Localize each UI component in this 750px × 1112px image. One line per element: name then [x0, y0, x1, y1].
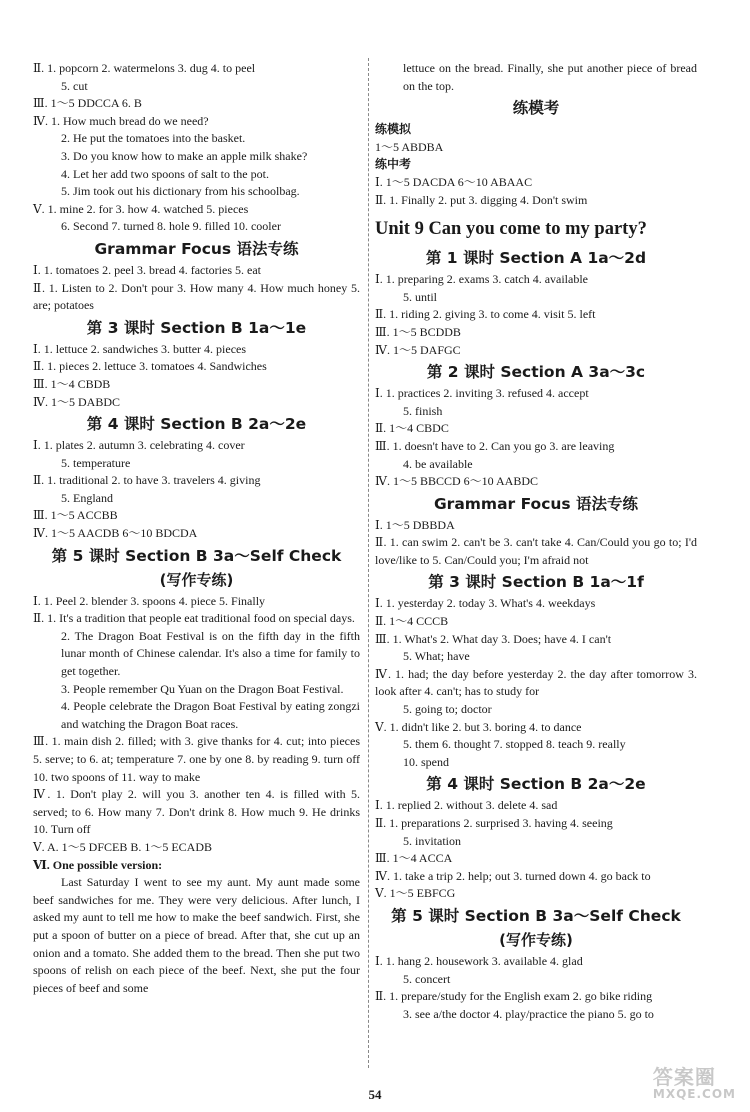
answer-line: Ⅳ. 1～5 AACDB 6～10 BDCDA [33, 526, 198, 541]
answer-line: Ⅲ. 1～5 DDCCA 6. B [33, 96, 142, 111]
answer-line: Ⅰ. 1. yesterday 2. today 3. What's 4. weekdays [375, 596, 596, 611]
answer-line: Ⅲ. 1. What's 2. What day 3. Does; have 4. I can't [375, 631, 612, 646]
watermark-text: 答案圈 [652, 1064, 716, 1089]
answer-line: Ⅳ. 1～5 DAFGC [375, 342, 461, 357]
subsection-label: 练模拟 [375, 122, 412, 137]
page-number: 54 [368, 1087, 382, 1102]
answer-line: Ⅱ. 1. preparations 2. surprised 3. having 4. seeing [375, 816, 613, 830]
answer-line: Ⅱ. 1. prepare/study for the English exam 2. go bike riding [375, 989, 653, 1004]
left-column [33, 60, 360, 997]
right-column [375, 60, 697, 1023]
answer-line: Ⅰ. 1. Peel 2. blender 3. spoons 4. piece 5. Finally [33, 593, 266, 608]
answer-line: Ⅱ. 1. Listen to 2. Don't pour 3. How many 4. How much honey 5. are; potatoes [33, 280, 360, 313]
answer-line: Ⅱ. 1～4 CCCB [375, 614, 449, 629]
answer-line: 3. see a/the doctor 4. play/practice the piano 5. go to [403, 1006, 654, 1021]
answer-line: Ⅲ. 1～5 BCDDB [375, 324, 461, 339]
answer-line: Ⅰ. 1. tomatoes 2. peel 3. bread 4. factories 5. eat [33, 262, 261, 277]
answer-line: Ⅲ. 1. main dish 2. filled; with 3. give thanks for 4. cut; into pieces 5. serve; to 6. at; temperature 7. one by one 8. by reading 9. turn off 10. two spoons of 11. way to make [33, 734, 360, 784]
answer-line: 6. Second 7. turned 8. hole 9. filled 10. cooler [61, 219, 281, 234]
subsection-label: 练中考 [375, 157, 412, 172]
answer-line: Ⅳ. 1～5 DABDC [33, 394, 120, 409]
answer-line: Ⅳ. 1. Don't play 2. will you 3. another ten 4. is filled with 5. served; to 6. How many 7. Don't drink 8. How much 9. He drinks 10. Turn off [33, 787, 360, 837]
answer-line: 5. them 6. thought 7. stopped 8. teach 9. really [403, 737, 626, 752]
answer-line: 2. The Dragon Boat Festival is on the fifth day in the fifth lunar month of Chinese calendar. It's also a time for family to get together. [61, 628, 360, 679]
answer-line: 4. Let her add two spoons of salt to the pot. [61, 166, 269, 181]
section-heading: 第 3 课时 Section B 1a～1e [86, 318, 307, 337]
answer-line: Ⅰ. 1. replied 2. without 3. delete 4. sad [375, 798, 558, 813]
answer-line: Ⅰ. 1. lettuce 2. sandwiches 3. butter 4. pieces [33, 341, 247, 356]
answer-line: 5. Jim took out his dictionary from his schoolbag. [61, 184, 300, 199]
answer-line: 4. People celebrate the Dragon Boat Festival by eating zongzi and watching the Dragon Boat races. [61, 699, 360, 731]
section-heading: 练模考 [512, 99, 560, 118]
essay-paragraph: Last Saturday I went to see my aunt. My aunt made some beef sandwiches for me. They were very delicious. After lunch, I asked my aunt to tell me how to make the beef sandwich. First, she put a spoon of butter on a piece of bread. After that, she cut up an onion and a tomato. She added them to the bread. Then she put two spoons of relish on each piece of the beef. Next, she put the four pieces of beef and some [33, 875, 360, 995]
section-heading: 第 4 课时 Section B 2a～2e [86, 415, 307, 434]
answer-line: Ⅱ. 1. pieces 2. lettuce 3. tomatoes 4. Sandwiches [33, 359, 267, 374]
answer-line: 4. be available [403, 456, 473, 471]
section-heading: Grammar Focus 语法专练 [433, 494, 639, 513]
watermark-logo [652, 1064, 736, 1104]
section-heading: 第 5 课时 Section B 3a～Self Check [391, 906, 681, 925]
section-heading: Grammar Focus 语法专练 [94, 239, 299, 258]
answer-line: Ⅲ. 1～4 CBDB [33, 376, 111, 391]
essay-label: Ⅵ. One possible version: [33, 857, 163, 872]
section-heading: 第 4 课时 Section B 2a～2e [426, 775, 646, 794]
answer-line: Ⅱ. 1. can swim 2. can't be 3. can't take 4. Can/Could you go to; I'd love/like to 5. Can/Could you; I'm afraid not [375, 535, 697, 567]
answer-line: Ⅲ. 1～4 ACCA [375, 851, 453, 866]
answer-line: Ⅳ. 1. had; the day before yesterday 2. the day after tomorrow 3. look after 4. can't; has to study for [375, 666, 697, 699]
answer-line: 2. He put the tomatoes into the basket. [61, 131, 246, 146]
answer-line: Ⅳ. 1～5 BBCCD 6～10 AABDC [375, 474, 539, 489]
section-heading: 第 3 课时 Section B 1a～1f [428, 573, 644, 592]
section-heading: 第 2 课时 Section A 3a～3c [426, 363, 646, 382]
essay-continuation: lettuce on the bread. Finally, she put another piece of bread on the top. [403, 61, 697, 93]
answer-line: Ⅴ. 1. didn't like 2. but 3. boring 4. to dance [375, 719, 582, 734]
section-subheading: (写作专练) [159, 570, 234, 589]
answer-line: Ⅱ. 1. Finally 2. put 3. digging 4. Don't swim [375, 192, 588, 207]
answer-line: Ⅱ. 1. traditional 2. to have 3. travelers 4. giving [33, 473, 261, 488]
answer-line: Ⅴ. A. 1～5 DFCEB B. 1～5 ECADB [33, 839, 213, 854]
answer-line: 3. People remember Qu Yuan on the Dragon Boat Festival. [61, 681, 344, 696]
answer-line: 5. until [403, 289, 438, 304]
answer-line: Ⅰ. 1. preparing 2. exams 3. catch 4. available [375, 272, 588, 287]
answer-line: Ⅴ. 1～5 EBFCG [375, 886, 456, 901]
answer-line: 5. cut [61, 78, 88, 93]
answer-line: 5. invitation [403, 833, 461, 848]
answer-line: Ⅰ. 1～5 DBBDA [375, 517, 455, 532]
answer-line: Ⅱ. 1～4 CBDC [375, 421, 449, 436]
answer-line: Ⅰ. 1～5 DACDA 6～10 ABAAC [375, 174, 533, 189]
section-subheading: (写作专练) [499, 930, 573, 949]
watermark-url: MXQE.COM [652, 1087, 736, 1102]
answer-line: Ⅱ. 1. popcorn 2. watermelons 3. dug 4. to peel [33, 61, 256, 75]
answer-line: 3. Do you know how to make an apple milk shake? [61, 148, 308, 163]
answer-line: Ⅰ. 1. practices 2. inviting 3. refused 4. accept [375, 386, 589, 401]
answer-line: Ⅳ. 1. take a trip 2. help; out 3. turned down 4. go back to [375, 868, 651, 883]
answer-line: Ⅰ. 1. hang 2. housework 3. available 4. glad [375, 953, 583, 968]
answer-line: 5. England [61, 490, 113, 505]
answer-line: 10. spend [403, 754, 449, 769]
answer-line: 1～5 ABDBA [375, 139, 444, 154]
answer-line: Ⅲ. 1～5 ACCBB [33, 508, 118, 523]
answer-line: Ⅱ. 1. riding 2. giving 3. to come 4. visit 5. left [375, 307, 596, 322]
answer-line: 5. What; have [403, 649, 470, 664]
section-heading: 第 5 课时 Section B 3a～Self Check [51, 546, 342, 565]
answer-line: Ⅲ. 1. doesn't have to 2. Can you go 3. are leaving [375, 438, 615, 453]
unit-title: Unit 9 Can you come to my party? [375, 219, 647, 240]
answer-line: 5. concert [403, 971, 451, 986]
answer-line: Ⅴ. 1. mine 2. for 3. how 4. watched 5. pieces [33, 201, 249, 216]
answer-line: 5. temperature [61, 455, 131, 470]
answer-line: Ⅳ. 1. How much bread do we need? [33, 113, 209, 128]
answer-line: Ⅰ. 1. plates 2. autumn 3. celebrating 4. cover [33, 438, 245, 453]
section-heading: 第 1 课时 Section A 1a～2d [425, 249, 647, 268]
answer-line: 5. finish [403, 403, 443, 418]
answer-line: Ⅱ. 1. It's a tradition that people eat traditional food on special days. [33, 611, 355, 626]
answer-line: 5. going to; doctor [403, 702, 492, 717]
column-divider [368, 58, 369, 1068]
